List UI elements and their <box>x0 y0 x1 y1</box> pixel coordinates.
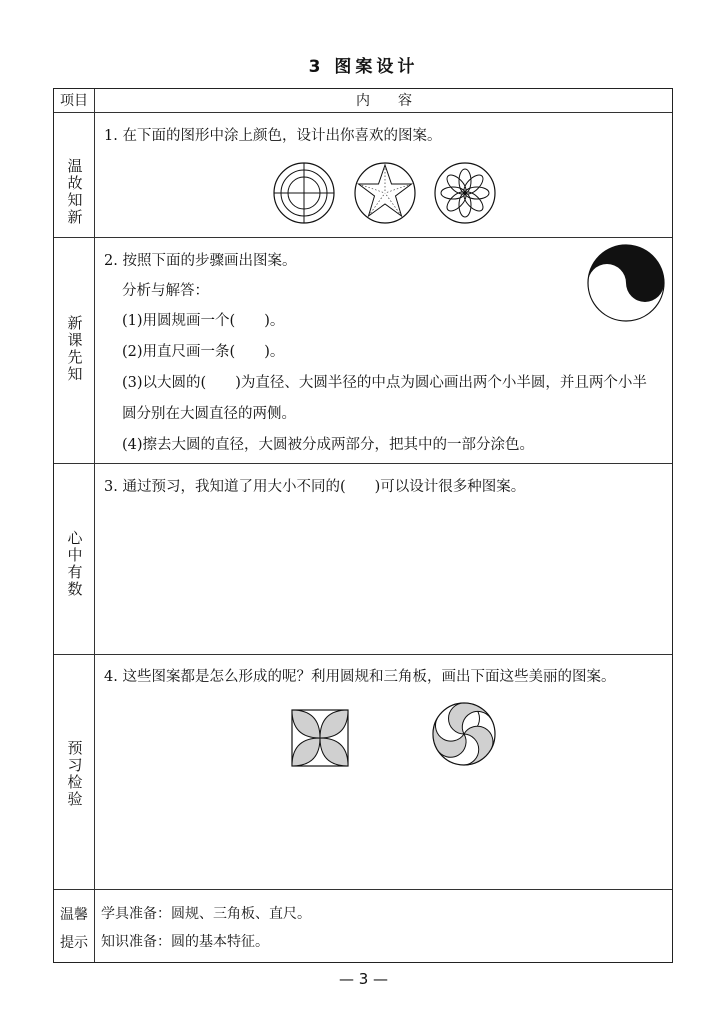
question-2: 2. 按照下面的步骤画出图案。 <box>104 253 297 269</box>
page-number: — 3 — <box>338 970 389 988</box>
concentric-circles-figure <box>272 161 336 225</box>
analysis-heading: 分析与解答： <box>122 283 209 299</box>
header-content: 内 容 <box>356 93 412 109</box>
section-label-2: 新课先知 <box>65 315 84 383</box>
step-2: (2)用直尺画一条( )。 <box>122 344 285 360</box>
section-label-1: 温故知新 <box>65 158 84 226</box>
star-circle-figure <box>353 161 417 225</box>
tips-line2: 知识准备：圆的基本特征。 <box>101 934 269 950</box>
step-3: (3)以大圆的( )为直径、大圆半径的中点为圆心画出两个小半圆，并且两个小半 <box>122 375 647 391</box>
page-title: 3 图案设计 <box>308 57 419 77</box>
swirl-circle-figure <box>431 701 497 767</box>
section-label-3: 心中有数 <box>65 530 84 598</box>
flower-circle-figure <box>433 161 497 225</box>
column-divider <box>94 89 95 962</box>
step-1: (1)用圆规画一个( )。 <box>122 313 285 329</box>
header-item: 项目 <box>60 93 88 109</box>
question-4: 4. 这些图案都是怎么形成的呢？利用圆规和三角板，画出下面这些美丽的图案。 <box>104 669 616 685</box>
row-divider <box>54 654 672 655</box>
row-divider <box>54 889 672 890</box>
row-divider <box>54 463 672 464</box>
tips-label-line2: 提示 <box>60 935 88 951</box>
tips-line1: 学具准备：圆规、三角板、直尺。 <box>101 906 311 922</box>
square-leaf-figure <box>291 709 349 767</box>
row-divider <box>54 112 672 113</box>
section-label-4: 预习检验 <box>65 740 84 808</box>
step-3-cont: 圆分别在大圆直径的两侧。 <box>122 406 296 422</box>
question-3: 3. 通过预习，我知道了用大小不同的( )可以设计很多种图案。 <box>104 479 526 495</box>
row-divider <box>54 237 672 238</box>
tips-label-line1: 温馨 <box>60 907 88 923</box>
question-1: 1. 在下面的图形中涂上颜色，设计出你喜欢的图案。 <box>104 128 442 144</box>
yin-yang-figure <box>586 243 666 323</box>
worksheet-table <box>53 88 673 963</box>
step-4: (4)擦去大圆的直径，大圆被分成两部分，把其中的一部分涂色。 <box>122 437 535 453</box>
